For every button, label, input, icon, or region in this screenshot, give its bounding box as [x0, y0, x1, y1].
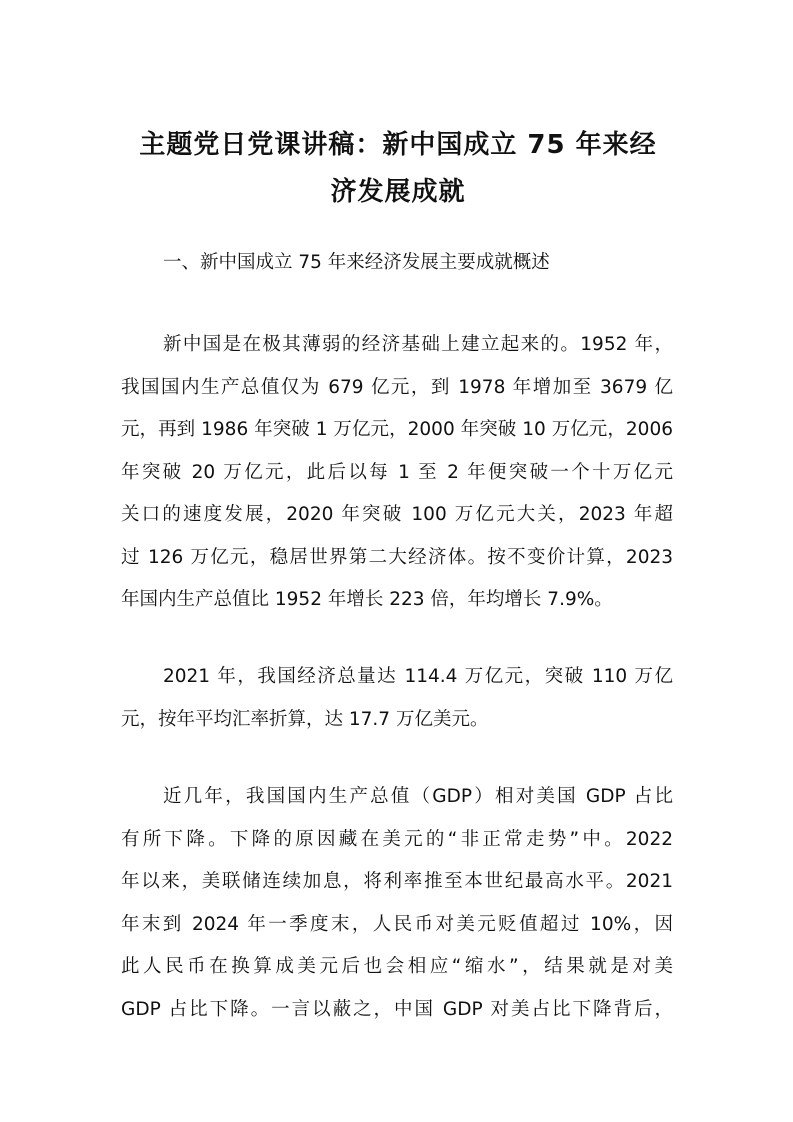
paragraph-gdp-history [121, 324, 673, 622]
text-line: GDP 占比下降。一言以蔽之，中国 GDP 对美占比下降背后， [121, 998, 673, 1020]
text-line: 此人民币在换算成美元后也会相应“缩水”，结果就是对美 [121, 956, 673, 977]
section-heading: 一、新中国成立 75 年来经济发展主要成就概述 [163, 252, 550, 273]
paragraph-2021-total [121, 656, 673, 741]
text-line: 年突破 20 万亿元，此后以每 1 至 2 年便突破一个十万亿元 [121, 461, 673, 483]
text-line: 过 126 万亿元，稳居世界第二大经济体。按不变价计算，2023 [121, 546, 673, 568]
text-line: 新中国是在极其薄弱的经济基础上建立起来的。1952 年， [163, 334, 673, 355]
text-line: 元，再到 1986 年突破 1 万亿元，2000 年突破 10 万亿元，2006 [121, 419, 673, 440]
title-line: 济发展成就 [330, 177, 466, 207]
title-line: 主题党日党课讲稿：新中国成立 75 年来经 [139, 130, 657, 160]
text-line: 年末到 2024 年一季度末，人民币对美元贬值超过 10%，因 [121, 913, 673, 935]
text-line: 2021 年，我国经济总量达 114.4 万亿元，突破 110 万亿 [163, 666, 673, 687]
text-line: 元，按年平均汇率折算，达 17.7 万亿美元。 [121, 708, 489, 730]
text-line: 近几年，我国国内生产总值（GDP）相对美国 GDP 占比 [163, 786, 673, 807]
paragraph-gdp-ratio [121, 776, 673, 1031]
text-line: 年国内生产总值比 1952 年增长 223 倍，年均增长 7.9%。 [121, 589, 613, 610]
text-line: 年以来，美联储连续加息，将利率推至本世纪最高水平。2021 [121, 871, 673, 892]
text-line: 有所下降。下降的原因藏在美元的“非正常走势”中。2022 [121, 828, 673, 850]
text-line: 关口的速度发展，2020 年突破 100 万亿元大关，2023 年超 [121, 504, 673, 525]
text-line: 我国国内生产总值仅为 679 亿元，到 1978 年增加至 3679 亿 [121, 376, 673, 398]
document-title [118, 122, 678, 216]
